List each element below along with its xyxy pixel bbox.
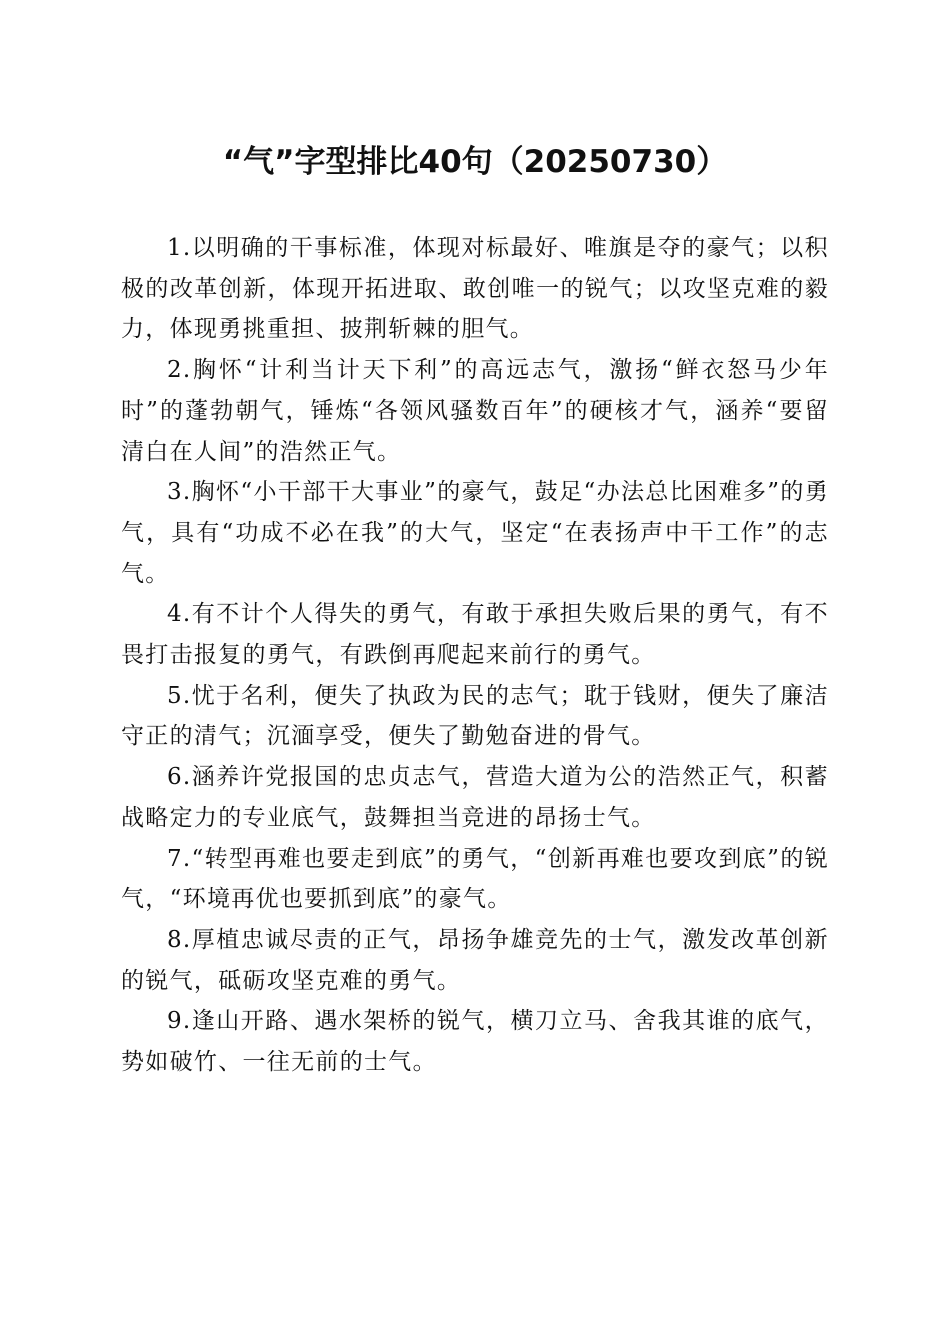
document-body bbox=[121, 228, 829, 1083]
paragraph-2: 2.胸怀“计利当计天下利”的高远志气，激扬“鲜衣怒马少年时”的蓬勃朝气，锤炼“各领风骚数百年”的硬核才气，涵养“要留清白在人间”的浩然正气。 bbox=[121, 357, 829, 465]
paragraph-9: 9.逢山开路、遇水架桥的锐气，横刀立马、舍我其谁的底气，势如破竹、一往无前的士气。 bbox=[121, 1008, 829, 1076]
paragraph-1: 1.以明确的干事标准，体现对标最好、唯旗是夺的豪气；以积极的改革创新，体现开拓进取、敢创唯一的锐气；以攻坚克难的毅力，体现勇挑重担、披荆斩棘的胆气。 bbox=[121, 235, 829, 343]
paragraph-5: 5.忧于名利，便失了执政为民的志气；耽于钱财，便失了廉洁守正的清气；沉湎享受，便失了勤勉奋进的骨气。 bbox=[121, 682, 829, 750]
paragraph-3: 3.胸怀“小干部干大事业”的豪气，鼓足“办法总比困难多”的勇气，具有“功成不必在我”的大气，坚定“在表扬声中干工作”的志气。 bbox=[121, 479, 829, 587]
paragraph-4: 4.有不计个人得失的勇气，有敢于承担失败后果的勇气，有不畏打击报复的勇气，有跌倒再爬起来前行的勇气。 bbox=[121, 601, 829, 669]
paragraph-7: 7.“转型再难也要走到底”的勇气，“创新再难也要攻到底”的锐气，“环境再优也要抓到底”的豪气。 bbox=[121, 845, 829, 913]
document-title: “气”字型排比40句（20250730） bbox=[222, 144, 728, 180]
paragraph-8: 8.厚植忠诚尽责的正气，昂扬争雄竞先的士气，激发改革创新的锐气，砥砺攻坚克难的勇气。 bbox=[121, 926, 829, 994]
paragraph-6: 6.涵养许党报国的忠贞志气，营造大道为公的浩然正气，积蓄战略定力的专业底气，鼓舞担当竞进的昂扬士气。 bbox=[121, 764, 829, 831]
